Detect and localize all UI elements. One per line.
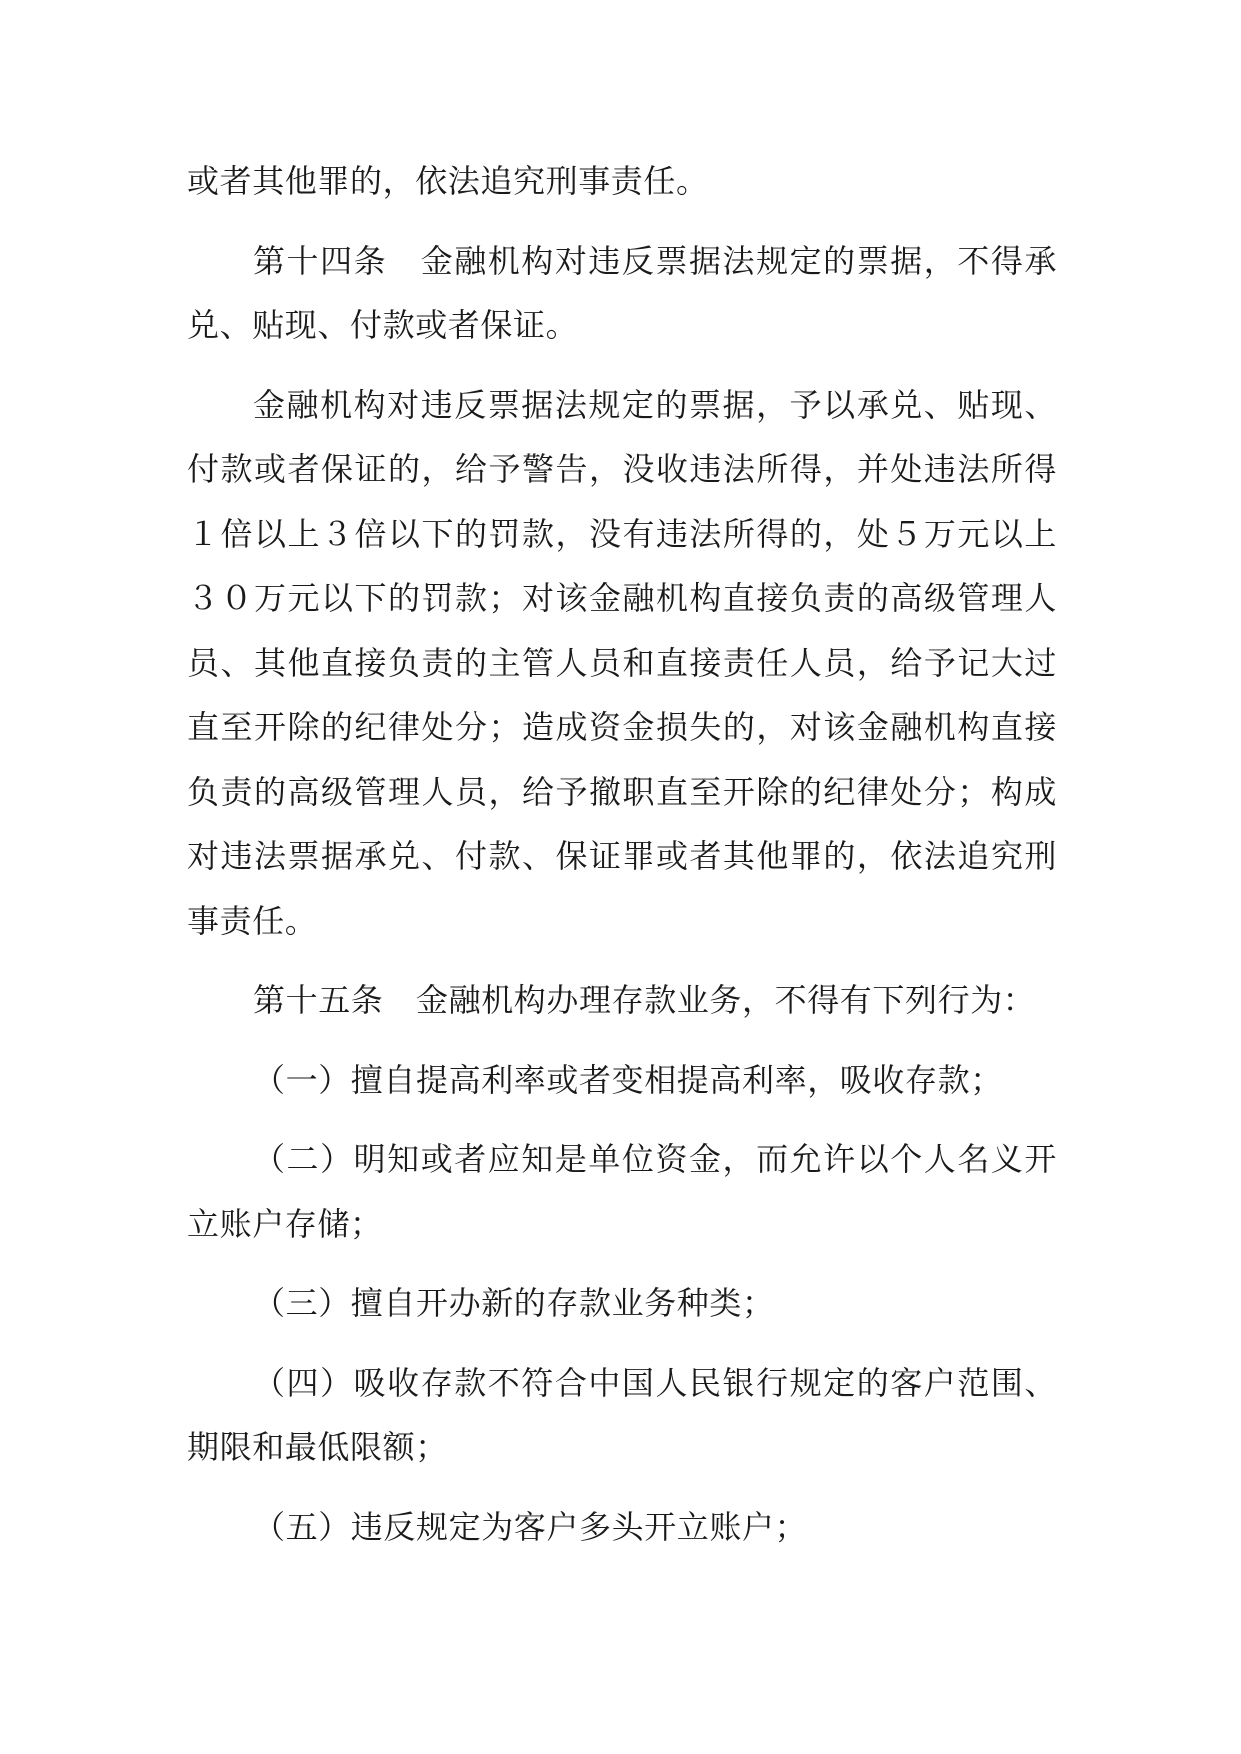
list-item-2: （二）明知或者应知是单位资金，而允许以个人名义开立账户存储； [187, 1140, 1057, 1243]
list-item-5: （五）违反规定为客户多头开立账户； [253, 1507, 808, 1546]
article-14-penalty: 金融机构对违反票据法规定的票据，予以承兑、贴现、付款或者保证的，给予警告，没收违法所得，并处违法所得１倍以上３倍以下的罚款，没有违法所得的，处５万元以上３０万元以下的罚款；对该金融机构直接负责的高级管理人员、其他直接负责的主管人员和直接责任人员，给予记大过直至开除的纪律处分；造成资金损失的，对该金融机构直接负责的高级管理人员，给予撤职直至开除的纪律处分；构成对违法票据承兑、付款、保证罪或者其他罪的，依法追究刑事责任。 [187, 385, 1057, 940]
list-item-1: （一）擅自提高利率或者变相提高利率，吸收存款； [253, 1060, 1003, 1099]
paragraph-continuation: 或者其他罪的，依法追究刑事责任。 [187, 162, 709, 200]
article-15-heading: 第十五条 金融机构办理存款业务，不得有下列行为： [253, 981, 1036, 1019]
list-item-4: （四）吸收存款不符合中国人民银行规定的客户范围、期限和最低限额； [187, 1363, 1057, 1466]
article-14-heading: 第十四条 金融机构对违反票据法规定的票据，不得承兑、贴现、付款或者保证。 [187, 241, 1057, 344]
list-item-3: （三）擅自开办新的存款业务种类； [253, 1284, 775, 1322]
document-page [187, 149, 1057, 1574]
